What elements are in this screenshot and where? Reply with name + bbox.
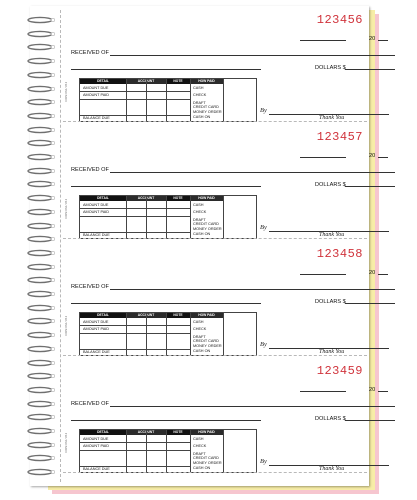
- spiral-coil: [26, 85, 60, 93]
- method-cash-on[interactable]: CASH ON: [193, 115, 211, 119]
- detail-table: [79, 429, 257, 473]
- spiral-coil: [26, 71, 60, 79]
- received-of-label: RECEIVED OF: [71, 401, 109, 407]
- amount-due-label: AMOUNT DUE: [83, 437, 109, 441]
- detail-header: DETAIL: [80, 430, 126, 435]
- method-check[interactable]: CHECK: [193, 93, 207, 97]
- spiral-coil: [26, 249, 60, 257]
- received-of-line[interactable]: [110, 55, 395, 56]
- how-paid-header: HOW PAID: [190, 196, 223, 201]
- method-cash[interactable]: CASH: [193, 320, 204, 324]
- spiral-coil: [26, 208, 60, 216]
- receipt-number: 123459: [316, 364, 363, 378]
- spiral-coil: [26, 57, 60, 65]
- spiral-coil: [26, 153, 60, 161]
- spiral-coil: [26, 30, 60, 38]
- amount-paid-label: AMOUNT PAID: [83, 327, 110, 331]
- spiral-coil: [26, 180, 60, 188]
- note-header: NOTE: [166, 313, 190, 318]
- thank-you-text: Thank You: [319, 349, 345, 355]
- method-cash-on[interactable]: CASH ON: [193, 232, 211, 236]
- method-cash-on[interactable]: CASH ON: [193, 349, 211, 353]
- amount-paid-label: AMOUNT PAID: [83, 444, 110, 448]
- receipt-perforation: [63, 121, 367, 122]
- method-credit-card[interactable]: CREDIT CARD: [193, 222, 219, 226]
- spiral-coil: [26, 304, 60, 312]
- row-divider: [80, 325, 190, 326]
- amount-paid-label: AMOUNT PAID: [83, 210, 110, 214]
- received-of-line[interactable]: [110, 172, 395, 173]
- receipt: [63, 244, 376, 356]
- detail-table: [79, 312, 257, 356]
- form-side-text: FORM RS4 / V3.2: [65, 198, 68, 219]
- spiral-coil: [26, 427, 60, 435]
- note-header: NOTE: [166, 79, 190, 84]
- spiral-coil: [26, 263, 60, 271]
- note-header: NOTE: [166, 196, 190, 201]
- row-divider: [80, 208, 190, 209]
- col-divider: [223, 313, 224, 355]
- method-cash[interactable]: CASH: [193, 86, 204, 90]
- spiral-coil: [26, 413, 60, 421]
- detail-header: DETAIL: [80, 313, 126, 318]
- row-divider: [80, 91, 190, 92]
- row-divider: [80, 450, 190, 451]
- amount-words-line[interactable]: [71, 69, 261, 70]
- method-cash-on[interactable]: CASH ON: [193, 466, 211, 470]
- form-side-text: FORM RS4 / V3.2: [65, 315, 68, 336]
- receipt-book: [30, 6, 376, 486]
- receipt: [63, 10, 376, 122]
- spiral-coil: [26, 400, 60, 408]
- dollars-label: DOLLARS $: [315, 65, 346, 71]
- dollars-amount-line[interactable]: [345, 420, 395, 421]
- receipt-number: 123457: [316, 130, 363, 144]
- spiral-coil: [26, 98, 60, 106]
- account-header: ACCOUNT: [126, 313, 166, 318]
- received-of-label: RECEIVED OF: [71, 167, 109, 173]
- thank-you-text: Thank You: [319, 115, 345, 121]
- col-divider: [223, 79, 224, 121]
- year-line[interactable]: [378, 157, 388, 158]
- by-label: By: [260, 458, 267, 465]
- year-prefix: 20: [369, 153, 376, 159]
- received-of-label: RECEIVED OF: [71, 50, 109, 56]
- spiral-coil: [26, 16, 60, 24]
- year-prefix: 20: [369, 36, 376, 42]
- method-credit-card[interactable]: CREDIT CARD: [193, 456, 219, 460]
- row-divider: [80, 442, 190, 443]
- balance-due-label: BALANCE DUE: [83, 467, 110, 471]
- receipt: [63, 127, 376, 239]
- date-line[interactable]: [300, 157, 346, 158]
- method-money-order[interactable]: MONEY ORDER: [193, 461, 222, 465]
- dollars-amount-line[interactable]: [345, 186, 395, 187]
- how-paid-header: HOW PAID: [190, 430, 223, 435]
- spiral-coil: [26, 112, 60, 120]
- how-paid-header: HOW PAID: [190, 79, 223, 84]
- receipt: [63, 361, 376, 473]
- row-divider: [80, 333, 190, 334]
- date-line[interactable]: [300, 274, 346, 275]
- year-line[interactable]: [378, 40, 388, 41]
- amount-words-line[interactable]: [71, 303, 261, 304]
- detail-table: [79, 195, 257, 239]
- note-header: NOTE: [166, 430, 190, 435]
- dollars-amount-line[interactable]: [345, 303, 395, 304]
- balance-due-label: BALANCE DUE: [83, 116, 110, 120]
- account-header: ACCOUNT: [126, 196, 166, 201]
- spiral-coil: [26, 372, 60, 380]
- method-draft[interactable]: DRAFT: [193, 101, 206, 105]
- by-label: By: [260, 341, 267, 348]
- detail-header: DETAIL: [80, 196, 126, 201]
- how-paid-header: HOW PAID: [190, 313, 223, 318]
- thank-you-text: Thank You: [319, 466, 345, 472]
- col-divider: [190, 79, 191, 121]
- perforation-line: [60, 10, 62, 482]
- spiral-coil: [26, 441, 60, 449]
- received-of-label: RECEIVED OF: [71, 284, 109, 290]
- col-divider: [190, 196, 191, 238]
- spiral-coil: [26, 222, 60, 230]
- account-header: ACCOUNT: [126, 430, 166, 435]
- by-label: By: [260, 107, 267, 114]
- balance-due-label: BALANCE DUE: [83, 233, 110, 237]
- spiral-coil: [26, 167, 60, 175]
- by-label: By: [260, 224, 267, 231]
- spiral-coil: [26, 276, 60, 284]
- year-line[interactable]: [378, 274, 388, 275]
- amount-words-line[interactable]: [71, 186, 261, 187]
- col-divider: [190, 430, 191, 472]
- col-divider: [223, 430, 224, 472]
- date-line[interactable]: [300, 40, 346, 41]
- balance-due-label: BALANCE DUE: [83, 350, 110, 354]
- method-check[interactable]: CHECK: [193, 444, 207, 448]
- spiral-coil: [26, 386, 60, 394]
- spiral-coil: [26, 317, 60, 325]
- dollars-label: DOLLARS $: [315, 182, 346, 188]
- col-divider: [223, 196, 224, 238]
- row-divider: [80, 99, 190, 100]
- date-line[interactable]: [300, 391, 346, 392]
- col-divider: [190, 313, 191, 355]
- detail-header: DETAIL: [80, 79, 126, 84]
- spiral-coil: [26, 468, 60, 476]
- year-prefix: 20: [369, 270, 376, 276]
- spiral-coil: [26, 194, 60, 202]
- year-line[interactable]: [378, 391, 388, 392]
- dollars-label: DOLLARS $: [315, 299, 346, 305]
- receipt-perforation: [63, 355, 367, 356]
- method-draft[interactable]: DRAFT: [193, 452, 206, 456]
- method-draft[interactable]: DRAFT: [193, 218, 206, 222]
- spiral-coil: [26, 331, 60, 339]
- dollars-label: DOLLARS $: [315, 416, 346, 422]
- spiral-coil: [26, 43, 60, 51]
- method-money-order[interactable]: MONEY ORDER: [193, 227, 222, 231]
- method-credit-card[interactable]: CREDIT CARD: [193, 339, 219, 343]
- spiral-coil: [26, 290, 60, 298]
- receipt-number: 123456: [316, 13, 363, 27]
- method-money-order[interactable]: MONEY ORDER: [193, 110, 222, 114]
- method-cash[interactable]: CASH: [193, 437, 204, 441]
- row-divider: [80, 216, 190, 217]
- method-check[interactable]: CHECK: [193, 327, 207, 331]
- amount-due-label: AMOUNT DUE: [83, 86, 109, 90]
- spiral-coil: [26, 235, 60, 243]
- spiral-coil: [26, 454, 60, 462]
- received-of-line[interactable]: [110, 406, 395, 407]
- spiral-coil: [26, 139, 60, 147]
- amount-paid-label: AMOUNT PAID: [83, 93, 110, 97]
- method-money-order[interactable]: MONEY ORDER: [193, 344, 222, 348]
- detail-table: [79, 78, 257, 122]
- receipt-perforation: [63, 472, 367, 473]
- dollars-amount-line[interactable]: [345, 69, 395, 70]
- account-header: ACCOUNT: [126, 79, 166, 84]
- receipt-perforation: [63, 238, 367, 239]
- year-prefix: 20: [369, 387, 376, 393]
- amount-words-line[interactable]: [71, 420, 261, 421]
- receipt-number: 123458: [316, 247, 363, 261]
- form-side-text: FORM RS4 / V3.2: [65, 432, 68, 453]
- amount-due-label: AMOUNT DUE: [83, 320, 109, 324]
- spiral-coil: [26, 126, 60, 134]
- method-credit-card[interactable]: CREDIT CARD: [193, 105, 219, 109]
- received-of-line[interactable]: [110, 289, 395, 290]
- method-draft[interactable]: DRAFT: [193, 335, 206, 339]
- amount-due-label: AMOUNT DUE: [83, 203, 109, 207]
- thank-you-text: Thank You: [319, 232, 345, 238]
- spiral-coil: [26, 359, 60, 367]
- spiral-coil: [26, 345, 60, 353]
- method-check[interactable]: CHECK: [193, 210, 207, 214]
- method-cash[interactable]: CASH: [193, 203, 204, 207]
- form-side-text: FORM RS4 / V3.2: [65, 81, 68, 102]
